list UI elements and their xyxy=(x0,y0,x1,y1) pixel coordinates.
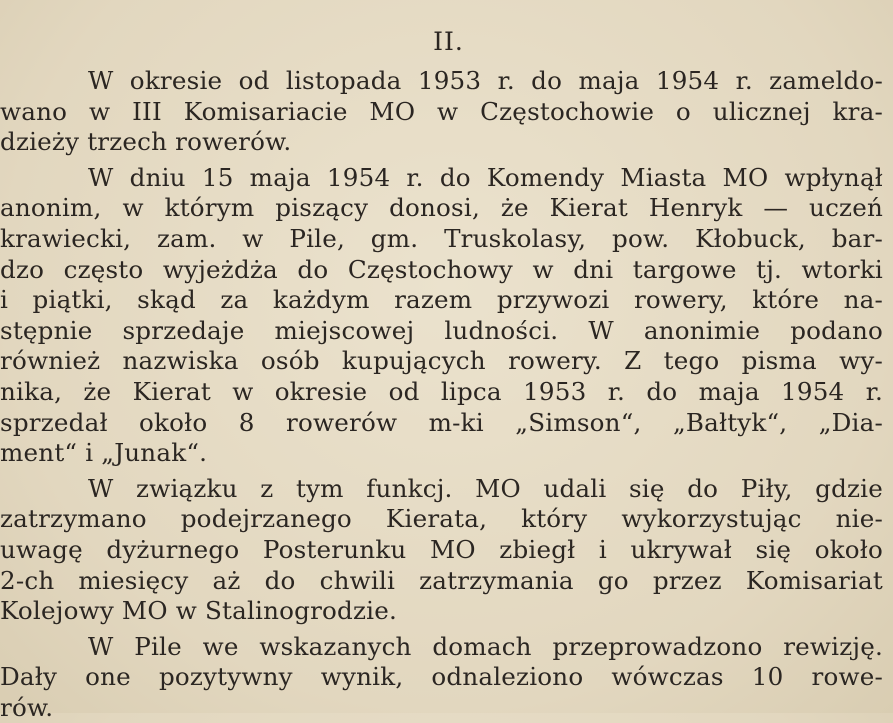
text-line: W związku z tym funkcj. MO udali się do Piły, gdzie xyxy=(88,473,883,503)
section-heading: II. xyxy=(433,27,464,56)
text-line: 2-ch miesięcy aż do chwili zatrzymania go przez Komisariat xyxy=(0,565,883,595)
text-line: Kolejowy MO w Stalinogrodzie. xyxy=(0,596,397,626)
text-line: W okresie od listopada 1953 r. do maja 1954 r. zameldo- xyxy=(88,66,883,95)
text-line: dzo często wyjeżdża do Częstochowy w dni targowe tj. wtorki xyxy=(0,254,883,284)
text-line: wano w III Komisariacie MO w Częstochowie o ulicznej kra- xyxy=(0,96,883,126)
text-line: anonim, w którym piszący donosi, że Kierat Henryk — uczeń xyxy=(0,193,883,223)
text-line: stępnie sprzedaje miejscowej ludności. W anonimie podano xyxy=(0,315,883,345)
text-line: nika, że Kierat w okresie od lipca 1953 r. do maja 1954 r. xyxy=(0,376,883,406)
text-line: zatrzymano podejrzanego Kierata, który wykorzystując nie- xyxy=(0,504,883,534)
paragraph-4 xyxy=(0,632,883,723)
text-line: uwagę dyżurnego Posterunku MO zbiegł i ukrywał się około xyxy=(0,534,883,564)
text-line: dzieży trzech rowerów. xyxy=(0,127,292,157)
text-line: W dniu 15 maja 1954 r. do Komendy Miasta MO wpłynął xyxy=(88,162,883,192)
text-line: rów. xyxy=(0,692,54,722)
paragraph-2 xyxy=(0,163,883,469)
text-line: sprzedał około 8 rowerów m-ki „Simson“, „Bałtyk“, „Dia- xyxy=(0,407,883,437)
text-line: Dały one pozytywny wynik, odnaleziono wówczas 10 rowe- xyxy=(0,662,883,692)
text-line: i piątki, skąd za każdym razem przywozi rowery, które na- xyxy=(0,285,883,315)
text-line: ment“ i „Junak“. xyxy=(0,438,208,468)
paragraph-3 xyxy=(0,474,883,627)
paragraph-1 xyxy=(0,66,883,158)
text-line: W Pile we wskazanych domach przeprowadzono rewizję. xyxy=(88,631,883,661)
text-line: krawiecki, zam. w Pile, gm. Truskolasy, pow. Kłobuck, bar- xyxy=(0,223,883,253)
text-line: również nazwiska osób kupujących rowery. Z tego pisma wy- xyxy=(0,346,883,376)
document-body xyxy=(0,66,883,723)
